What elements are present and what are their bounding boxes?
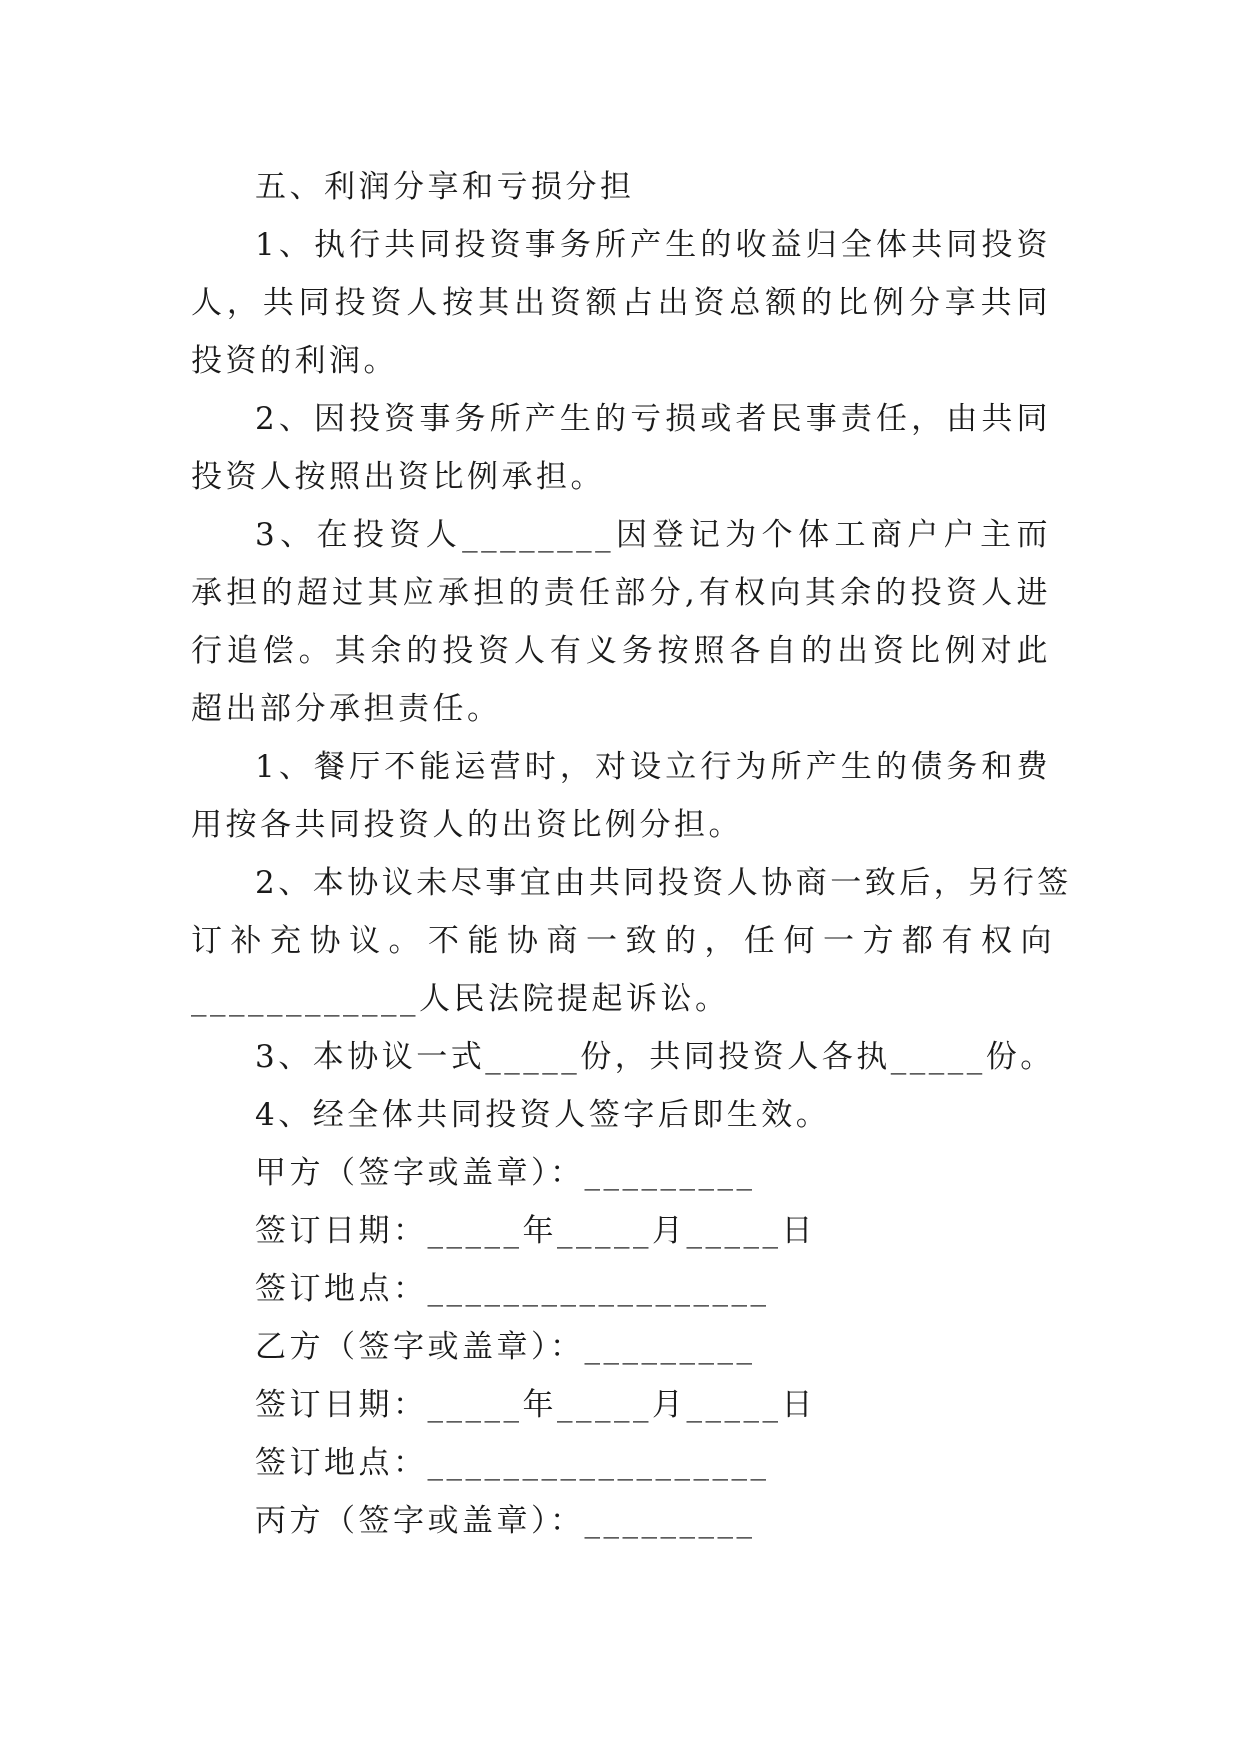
party-c-signature: 丙方（签字或盖章）：_________	[255, 1503, 756, 1539]
clause-loss-bearing: 2、因投资事务所产生的亏损或者民事责任，由共同投资人按照出资比例承担。	[191, 401, 1051, 495]
party-a-date: 签订日期：_____年_____月_____日	[255, 1213, 816, 1249]
party-a-signature: 甲方（签字或盖章）：_________	[255, 1155, 756, 1191]
clause-supplementary-line-3: ____________人民法院提起诉讼。	[191, 981, 730, 1017]
clause-supplementary-line-2: 订补充协议。不能协商一致的，任何一方都有权向	[191, 923, 1060, 959]
clause-debt-sharing: 1、餐厅不能运营时，对设立行为所产生的债务和费用按各共同投资人的出资比例分担。	[191, 749, 1051, 843]
party-b-place: 签订地点：__________________	[255, 1445, 770, 1481]
clause-supplementary-line-1: 2、本协议未尽事宜由共同投资人协商一致后，另行签	[255, 865, 1072, 901]
clause-copies: 3、本协议一式_____份，共同投资人各执_____份。	[255, 1039, 1055, 1075]
clause-recourse: 3、在投资人________因登记为个体工商户户主而承担的超过其应承担的责任部分,有权向其余的投资人进行追偿。其余的投资人有义务按照各自的出资比例对此超出部分承担责任。	[191, 517, 1051, 727]
clause-effective: 4、经全体共同投资人签字后即生效。	[255, 1097, 831, 1133]
clause-profit-sharing: 1、执行共同投资事务所产生的收益归全体共同投资人，共同投资人按其出资额占出资总额的比例分享共同投资的利润。	[191, 227, 1051, 379]
party-a-place: 签订地点：__________________	[255, 1271, 770, 1307]
party-b-date: 签订日期：_____年_____月_____日	[255, 1387, 816, 1423]
party-b-signature: 乙方（签字或盖章）：_________	[255, 1329, 756, 1365]
document-body	[191, 158, 1072, 1550]
clause-supplementary	[191, 854, 1072, 1028]
section-title: 五、利润分享和亏损分担	[255, 169, 635, 205]
